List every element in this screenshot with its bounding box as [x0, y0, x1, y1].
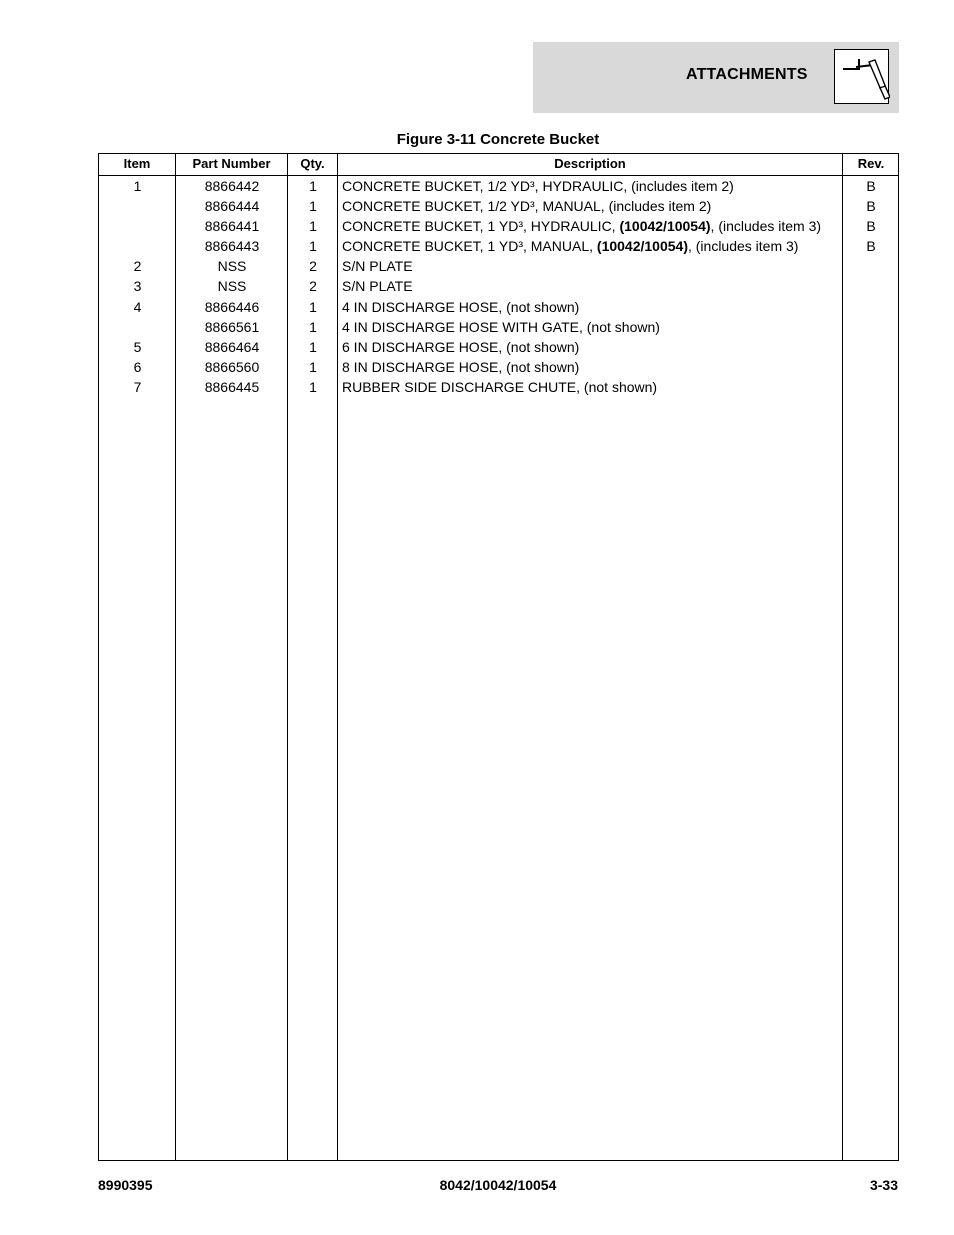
table-row [99, 196, 898, 216]
cell-rev [843, 337, 899, 357]
cell-item [99, 196, 176, 216]
cell-item [99, 216, 176, 236]
table-row [99, 276, 898, 296]
cell-qty: 1 [309, 338, 317, 355]
cell-rev [843, 357, 899, 377]
description-text: S/N PLATE [342, 258, 413, 275]
description-text: CONCRETE BUCKET, 1/2 YD³, MANUAL, (includes item 2) [342, 198, 712, 215]
cell-rev: B [866, 178, 876, 194]
description-text: 8 IN DISCHARGE HOSE, (not shown) [342, 358, 580, 375]
cell-qty: 1 [309, 378, 317, 395]
cell-rev: B [866, 218, 876, 235]
cell-part-number: 8866443 [204, 238, 260, 255]
cell-part-number: 8866446 [204, 298, 260, 315]
cell-part-number: 8866560 [204, 358, 260, 375]
cell-part-number: 8866442 [204, 178, 260, 194]
cell-item: 5 [133, 338, 142, 355]
cell-description [342, 297, 842, 317]
cell-description [342, 216, 842, 236]
description-model-text: (10042/10054) [619, 218, 711, 235]
description-text: RUBBER SIDE DISCHARGE CHUTE, (not shown) [342, 378, 658, 395]
cell-item: 7 [133, 378, 142, 395]
cell-item: 1 [133, 178, 142, 194]
cell-part-number: 8866444 [204, 198, 260, 215]
cell-qty: 1 [309, 218, 317, 235]
footer-model-numbers: 8042/10042/10054 [439, 1177, 557, 1193]
footer-page-number: 3-33 [869, 1177, 898, 1193]
description-text: 4 IN DISCHARGE HOSE WITH GATE, (not shown) [342, 318, 660, 335]
table-row [99, 357, 898, 377]
cell-part-number: 8866445 [204, 378, 260, 395]
cell-item: 6 [133, 358, 142, 375]
cell-description [342, 196, 842, 216]
cell-rev: B [866, 198, 876, 215]
table-row [99, 377, 898, 397]
cell-qty: 1 [309, 318, 317, 335]
column-header-rev: Rev. [857, 156, 885, 171]
cell-description [342, 317, 842, 337]
description-text: S/N PLATE [342, 278, 413, 295]
description-text: CONCRETE BUCKET, 1 YD³, MANUAL, [342, 238, 597, 255]
cell-item [99, 236, 176, 256]
footer-document-number: 8990395 [98, 1177, 153, 1193]
cell-item [99, 317, 176, 337]
description-suffix-text: , (includes item 3) [687, 238, 799, 255]
cell-description [342, 176, 842, 196]
cell-part-number: 8866561 [204, 318, 260, 335]
cell-qty: 2 [309, 258, 317, 275]
description-model-text: (10042/10054) [596, 238, 688, 255]
description-text: CONCRETE BUCKET, 1/2 YD³, HYDRAULIC, (includes item 2) [342, 178, 734, 194]
cell-rev [843, 297, 899, 317]
cell-description [342, 236, 842, 256]
table-row [99, 216, 898, 236]
cell-description [342, 377, 842, 397]
cell-part-number: 8866464 [204, 338, 260, 355]
column-header-item: Item [123, 156, 151, 171]
cell-qty: 1 [309, 238, 317, 255]
cell-qty: 1 [309, 298, 317, 315]
cell-item: 3 [133, 278, 142, 295]
description-text: 4 IN DISCHARGE HOSE, (not shown) [342, 298, 580, 315]
cell-item: 4 [133, 298, 142, 315]
section-title: ATTACHMENTS [686, 66, 808, 83]
description-suffix-text: , (includes item 3) [710, 218, 822, 235]
cell-rev [843, 317, 899, 337]
cell-qty: 1 [309, 178, 317, 194]
cell-description [342, 357, 842, 377]
table-row [99, 317, 898, 337]
parts-table [98, 153, 899, 1161]
table-row [99, 256, 898, 276]
column-header-part-number: Part Number [192, 156, 271, 171]
cell-qty: 1 [309, 198, 317, 215]
cell-qty: 1 [309, 358, 317, 375]
column-header-qty: Qty. [300, 156, 325, 171]
cell-item: 2 [133, 258, 142, 275]
cell-part-number: NSS [217, 278, 247, 295]
table-row [99, 297, 898, 317]
description-text: CONCRETE BUCKET, 1 YD³, HYDRAULIC, [342, 218, 620, 235]
attachment-icon [834, 49, 889, 104]
cell-description [342, 256, 842, 276]
table-row [99, 176, 898, 196]
cell-description [342, 276, 842, 296]
description-text: 6 IN DISCHARGE HOSE, (not shown) [342, 338, 580, 355]
cell-rev: B [866, 238, 876, 255]
column-header-description: Description [554, 156, 626, 171]
cell-description [342, 337, 842, 357]
table-body [99, 176, 898, 397]
cell-qty: 2 [309, 278, 317, 295]
cell-rev [843, 377, 899, 397]
cell-part-number: 8866441 [204, 218, 260, 235]
table-row [99, 337, 898, 357]
figure-title: Figure 3-11 Concrete Bucket [396, 131, 600, 148]
table-row [99, 236, 898, 256]
cell-rev [843, 276, 899, 296]
cell-rev [843, 256, 899, 276]
cell-part-number: NSS [217, 258, 247, 275]
